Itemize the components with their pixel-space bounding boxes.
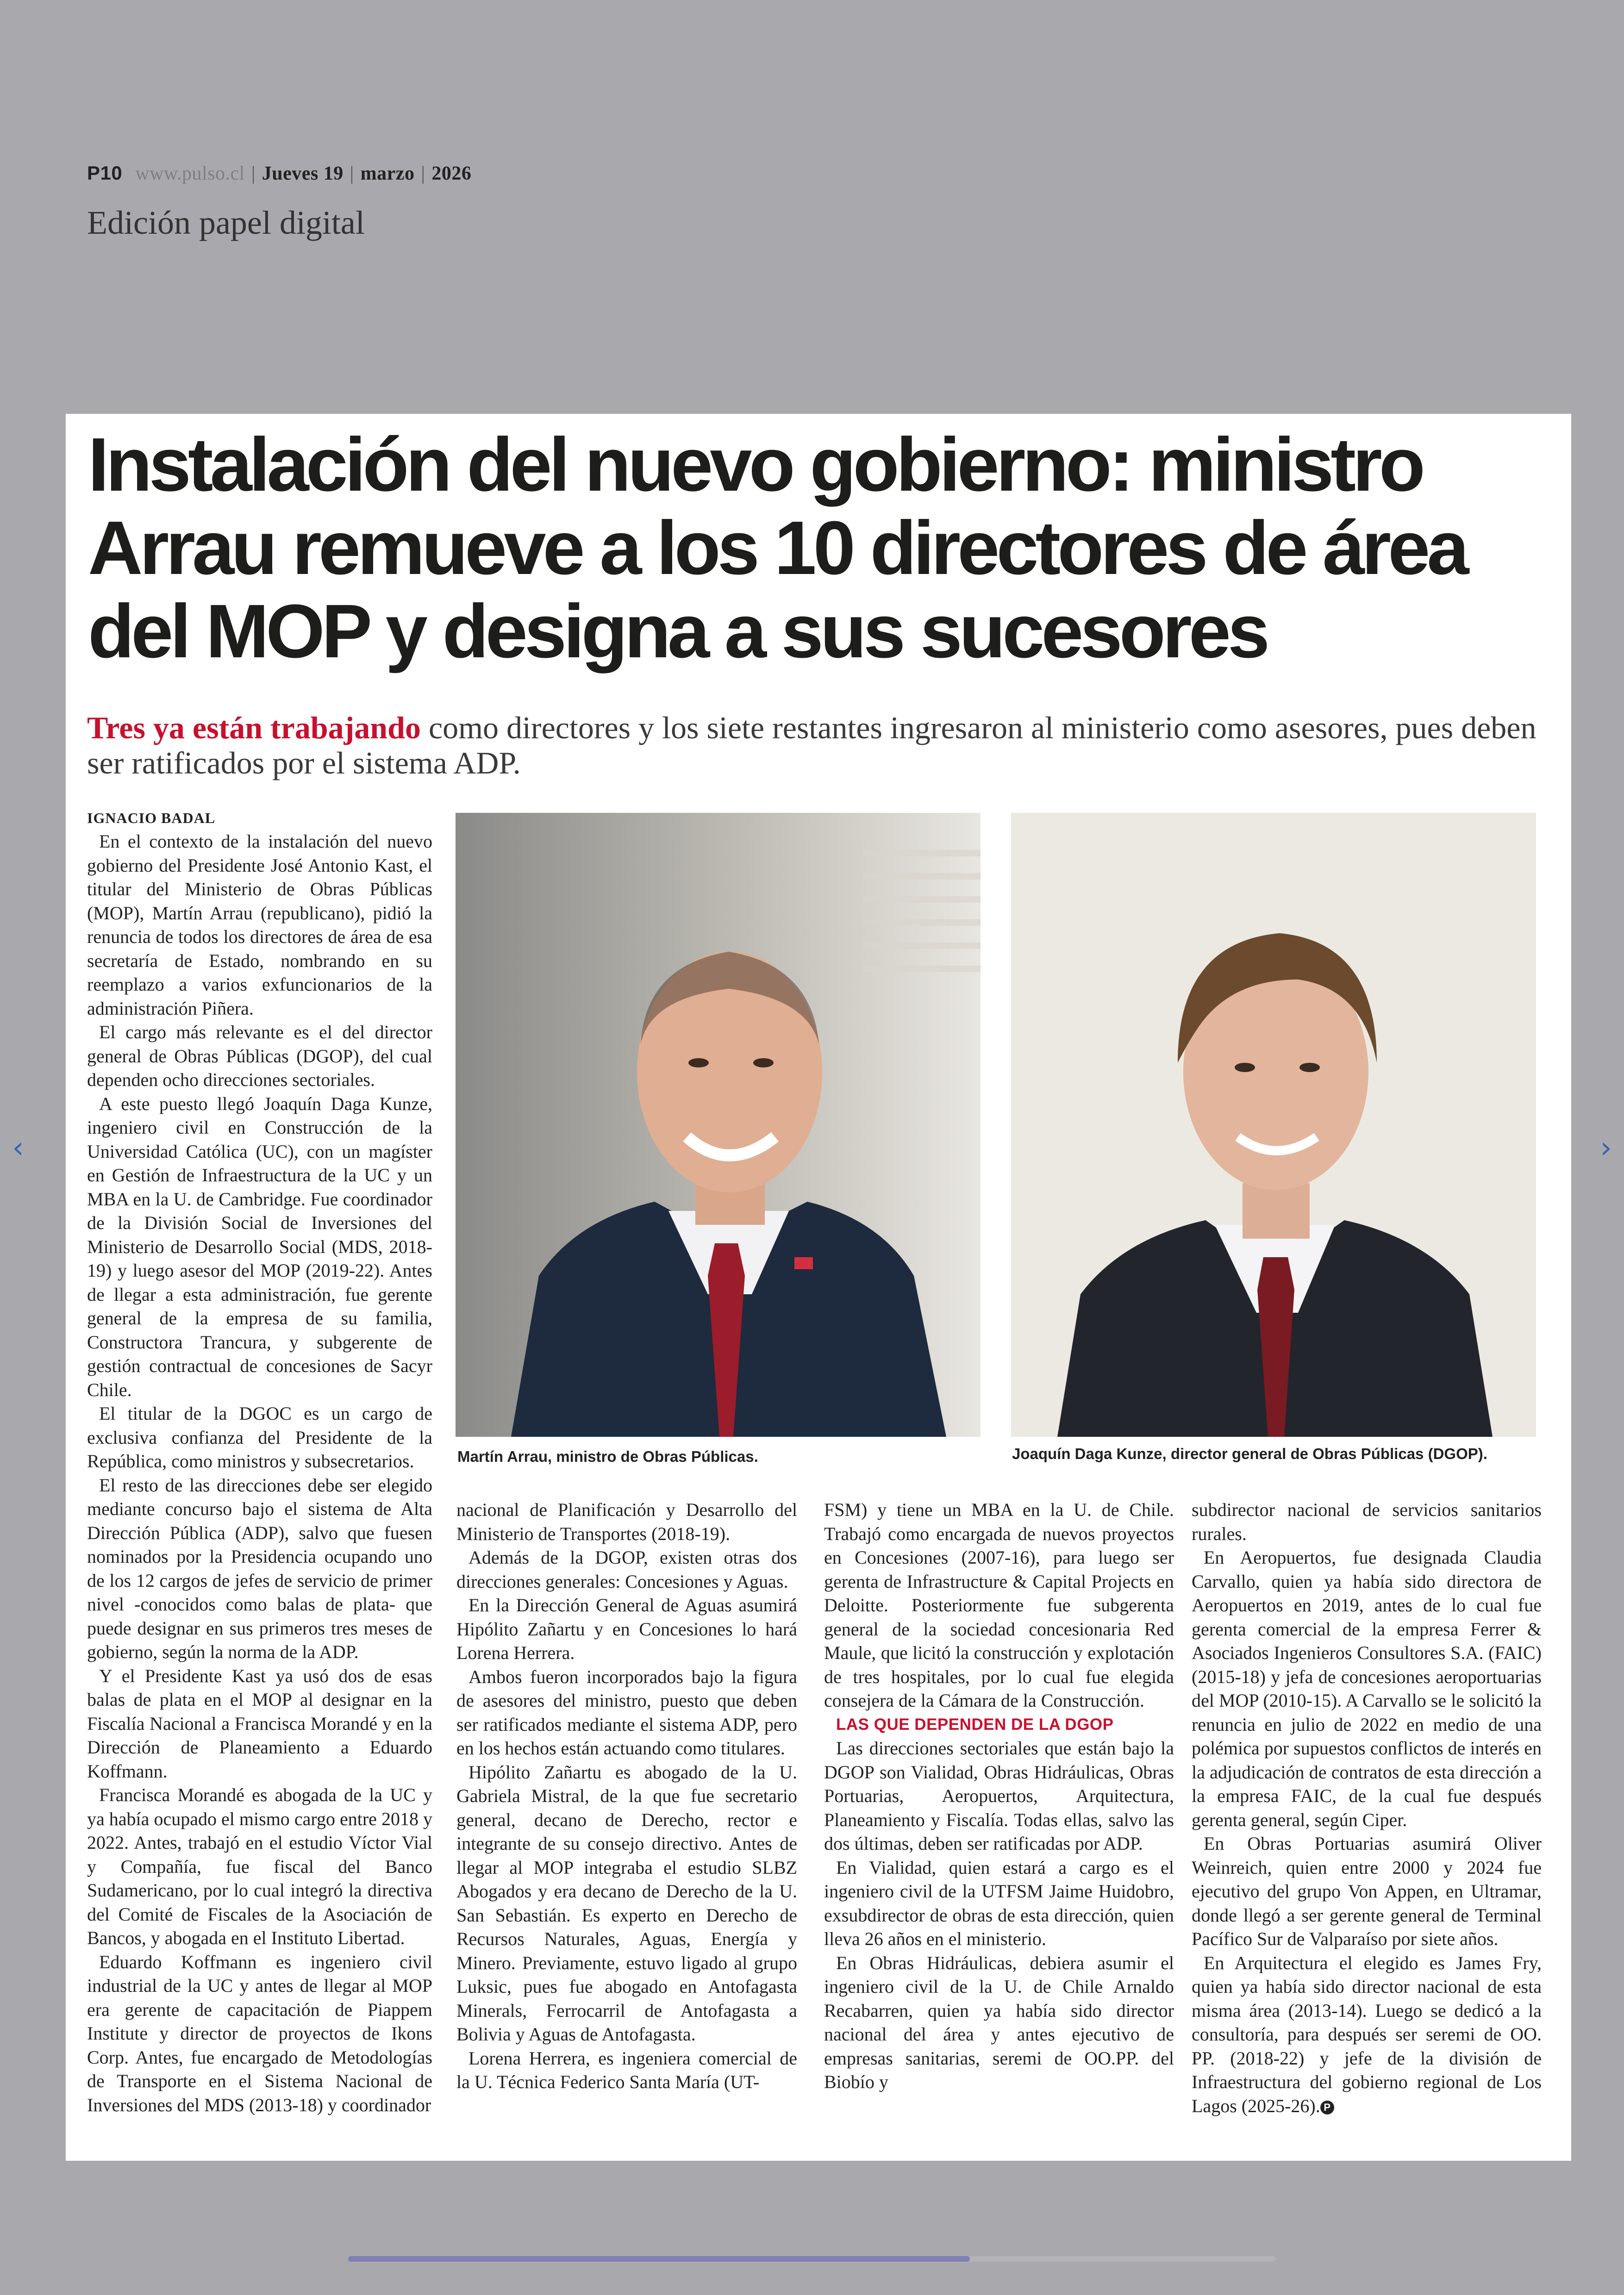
issue-meta: P10 www.pulso.cl | Jueves 19 | marzo | 2026 [87, 162, 472, 184]
article-column-1 [87, 829, 432, 2117]
paragraph: El titular de la DGOC es un cargo de exclusiva confianza del Presidente de la República, como ministros y subsecretarios. [87, 1403, 432, 1472]
end-mark-icon: P [1320, 2101, 1334, 2114]
paragraph-text: En Arquitectura el elegido es James Fry, quien ya había sido director nacional de esta misma área (2013-14). Luego se dedicó a la consultoría, para después ser seremi de OO. PP. (2018-22) y jefe de la división de Infraestructura del gobierno regional de Los Lagos (2025-26). [1192, 1952, 1542, 2116]
section-title: LAS QUE DEPENDEN DE LA DGOP [836, 1715, 1114, 1734]
article-subhead [87, 710, 1545, 780]
photo-martin-arrau [456, 813, 981, 1437]
paragraph: Y el Presidente Kast ya usó dos de esas balas de plata en el MOP al designar en la Fiscalía Nacional a Francisca Morandé y en la Dirección de Planeamiento a Eduardo Koffmann. [87, 1665, 432, 1782]
article-column-2 [456, 1498, 797, 2094]
paragraph: A este puesto llegó Joaquín Daga Kunze, ingeniero civil en Construcción de la Universidad Católica (UC), con un magíster en Gestión de Infraestructura de la UC y un MBA en la U. de Cambridge. Fue coordinador de la División Social de Inversiones del Ministerio de Desarrollo Social (MDS, 2018-19) y luego asesor del MOP (2019-22). Antes de llegar a esta administración, fue gerente general de la empresa de su familia, Constructora Trancura, y subgerente de gestión contractual de concesiones de Sacyr Chile. [87, 1093, 432, 1400]
paragraph: Lorena Herrera, es ingeniera comercial de la U. Técnica Federico Santa María (UT- [456, 2047, 797, 2092]
chevron-left-icon[interactable]: ‹ [12, 1131, 24, 1165]
subhead-text: como directores y los siete restantes ingresaron al ministerio como asesores, pues deben ser ratificados por el sistema ADP. [87, 710, 1537, 780]
paragraph: Hipólito Zañartu es abogado de la U. Gabriela Mistral, de la que fue secretario general, decano de Derecho, rector e integrante de su consejo directivo. Antes de llegar al MOP integraba el estudio SLBZ Abogados y era decano de Derecho de la U. San Sebastián. Es experto en Derecho de Recursos Naturales, Aguas, Energía y Minero. Previamente, estuvo ligado al grupo Luksic, pues fue abogado en Antofagasta Minerals, Ferrocarril de Antofagasta a Bolivia y Aguas de Antofagasta. [456, 1761, 797, 2045]
paragraph: subdirector nacional de servicios sanitarios rurales. [1192, 1499, 1542, 1544]
paragraph: El cargo más relevante es el del director general de Obras Públicas (DGOP), del cual dependen ocho direcciones sectoriales. [87, 1022, 432, 1090]
article-column-3 [824, 1498, 1174, 2094]
paragraph: El resto de las direcciones debe ser elegido mediante concurso bajo el sistema de Alta Dirección Pública (ADP), salvo que fuesen nominados por la Presidencia ocupando uno de los 12 cargos de jefes de servicio de primer nivel -conocidos como balas de plata- que puede designar en sus primeros tres meses de gobierno, según la norma de la ADP. [87, 1474, 432, 1662]
byline: IGNACIO BADAL [87, 810, 216, 826]
subhead-highlight: Tres ya están trabajando [87, 710, 421, 745]
photo-joaquin-daga-kunze [1011, 813, 1536, 1437]
page-number: P10 [87, 162, 123, 184]
chevron-right-icon[interactable]: › [1600, 1131, 1612, 1165]
paragraph: nacional de Planificación y Desarrollo del Ministerio de Transportes (2018-19). [456, 1499, 797, 1544]
issue-weekday: Jueves 19 [262, 163, 344, 184]
paragraph: En Aeropuertos, fue designada Claudia Carvallo, quien ya había sido directora de Aeropuertos en 2019, antes de lo cual fue gerenta comercial de la empresa Ferrer & Asociados Ingenieros Consultores S.A. (FAIC) (2015-18) y jefa de concesiones aeroportuarias del MOP (2010-15). A Carvallo se le solicitó la renuncia en julio de 2022 en medio de una polémica por supuestos conflictos de interés en la adjudicación de contratos de esta dirección a la empresa FAIC, de la cual fue después gerenta general, según Ciper. [1192, 1547, 1542, 1830]
paragraph: FSM) y tiene un MBA en la U. de Chile. Trabajó como encargada de nuevos proyectos en Concesiones (2007-16), para luego ser gerenta de Infrastructure & Capital Projects en Deloitte. Posteriormente fue subgerenta general de la sociedad concesionaria Red Maule, que licitó la construcción y explotación de tres hospitales, por lo cual fue elegida consejera de la Cámara de la Construcción. [824, 1499, 1174, 1711]
paragraph: En Obras Portuarias asumirá Oliver Weinreich, quien entre 2000 y 2024 fue ejecutivo del grupo Von Appen, en Ultramar, donde llegó a ser gerente general de Terminal Pacífico Sur de Valparaíso por siete años. [1192, 1833, 1542, 1949]
newspaper-page [66, 414, 1571, 2161]
paragraph: Las direcciones sectoriales que están bajo la DGOP son Vialidad, Obras Hidráulicas, Obras Portuarias, Aeropuertos, Arquitectura, Planeamiento y Fiscalía. Todas ellas, salvo las dos últimas, deben ser ratificadas por ADP. [824, 1738, 1174, 1854]
paragraph: Eduardo Koffmann es ingeniero civil industrial de la UC y antes de llegar al MOP era gerente de capacitación de Piappem Institute y director de proyectos de Ikons Corp. Antes, fue encargado de Metodologías de Transporte en el Sistema Nacional de Inversiones del MDS (2013-18) y coordinador [87, 1951, 432, 2115]
paragraph: En la Dirección General de Aguas asumirá Hipólito Zañartu y en Concesiones lo hará Lorena Herrera. [456, 1595, 797, 1663]
issue-month: marzo [360, 163, 415, 184]
photo-caption: Martín Arrau, ministro de Obras Públicas. [457, 1448, 758, 1465]
paragraph [1192, 1951, 1542, 2118]
article-column-4 [1192, 1498, 1542, 2118]
article-headline: Instalación del nuevo gobierno: ministro Arrau remueve a los 10 directores de área del MOP y designa a sus sucesores [88, 422, 1466, 674]
paragraph: Francisca Morandé es abogada de la UC y ya había ocupado el mismo cargo entre 2018 y 2022. Antes, trabajó en el estudio Víctor Vial y Compañía, fue fiscal del Banco Sudamericano, por lo cual integró la directiva del Comité de Fiscales de la Asociación de Bancos, y abogada en el Instituto Libertad. [87, 1784, 432, 1948]
page-progress-fill [348, 2256, 970, 2262]
site-url[interactable]: www.pulso.cl [135, 163, 245, 184]
page-progress-bar[interactable] [348, 2256, 1276, 2262]
paragraph: Además de la DGOP, existen otras dos direcciones generales: Concesiones y Aguas. [456, 1547, 797, 1592]
paragraph: En el contexto de la instalación del nuevo gobierno del Presidente José Antonio Kast, el titular del Ministerio de Obras Públicas (MOP), Martín Arrau (republicano), pidió la renuncia de todos los directores de área de esa secretaría de Estado, nombrando en su reemplazo a varios exfuncionarios de la administración Piñera. [87, 831, 432, 1019]
photo-caption: Joaquín Daga Kunze, director general de Obras Públicas (DGOP). [1012, 1445, 1487, 1462]
issue-year: 2026 [431, 163, 472, 184]
edition-title: Edición papel digital [87, 204, 365, 241]
paragraph: Ambos fueron incorporados bajo la figura de asesores del ministro, puesto que deben ser ratificados mediante el sistema ADP, pero en los hechos están actuando como titulares. [456, 1666, 797, 1759]
paragraph: En Obras Hidráulicas, debiera asumir el ingeniero civil de la U. de Chile Arnaldo Recabarren, quien ya había sido director nacional del área y antes ejecutivo de empresas sanitarias, seremi de OO.PP. del Biobío y [824, 1952, 1174, 2092]
paragraph: En Vialidad, quien estará a cargo es el ingeniero civil de la UTFSM Jaime Huidobro, exsubdirector de obras de esta dirección, quien lleva 26 años en el ministerio. [824, 1857, 1174, 1949]
